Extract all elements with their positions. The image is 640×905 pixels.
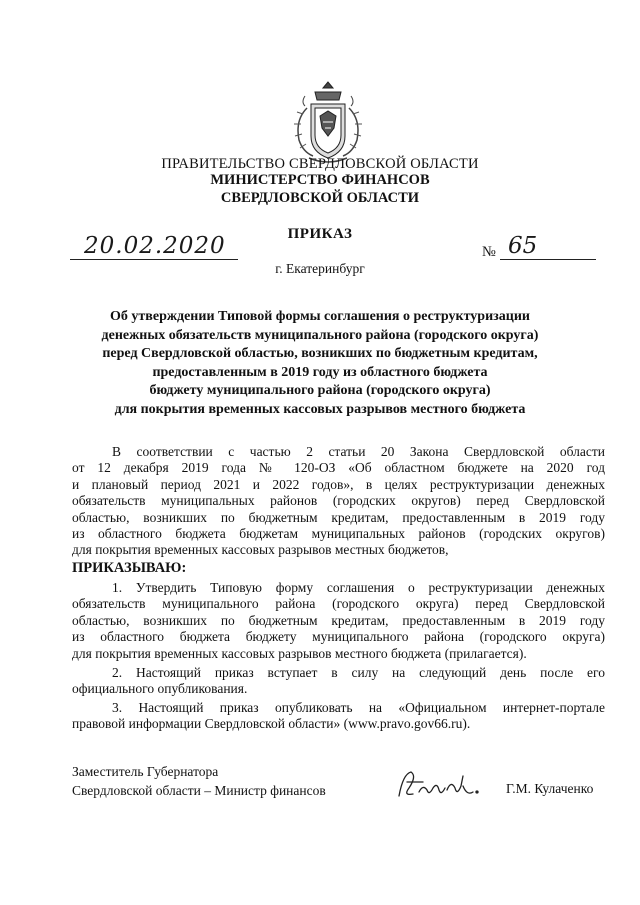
- document-title: [0, 308, 640, 420]
- preamble-line: областью, возникших по бюджетным кредитам, предоставленным в 2019 году: [72, 509, 605, 525]
- signatory-position: [72, 762, 326, 800]
- region-heading: СВЕРДЛОВСКОЙ ОБЛАСТИ: [220, 190, 420, 206]
- preamble-line: В соответствии с частью 2 статьи 20 Закона Свердловской области: [112, 444, 605, 459]
- ministry-heading: МИНИСТЕРСТВО ФИНАНСОВ: [210, 172, 430, 188]
- title-line: предоставленным в 2019 году из областного бюджета: [152, 364, 488, 380]
- title-line: перед Свердловской областью, возникших по бюджетным кредитам,: [102, 346, 538, 362]
- preamble-paragraph: [72, 444, 605, 559]
- item-3-paragraph: [72, 700, 605, 733]
- number-label: №: [482, 244, 496, 260]
- item-2-paragraph: [72, 665, 605, 698]
- title-line: Об утверждении Типовой формы соглашения о реструктуризации: [110, 309, 530, 324]
- signatory-name: Г.М. Кулаченко: [506, 781, 594, 796]
- preamble-line: и плановый период 2021 и 2022 годов», в целях реструктуризации денежных: [72, 476, 605, 492]
- signatory-position-line: Свердловской области – Министр финансов: [72, 783, 326, 798]
- signatory-position-line: Заместитель Губернатора: [72, 764, 219, 779]
- item-3-line: 3. Настоящий приказ опубликовать на «Официальном интернет-портале: [112, 700, 605, 715]
- number-underline: [500, 259, 596, 260]
- item-1-line: обязательств муниципального района (городского округа) перед Свердловской: [72, 596, 605, 612]
- date-underline: [70, 259, 238, 260]
- item-1-line: из областного бюджета бюджету муниципального района (городского округа): [72, 629, 605, 645]
- order-word: ПРИКАЗЫВАЮ:: [72, 560, 187, 576]
- title-line: бюджету муниципального района (городского округа): [149, 383, 491, 399]
- handwritten-signature: [393, 766, 483, 806]
- document-type-heading: ПРИКАЗ: [287, 226, 353, 242]
- item-1-paragraph: [72, 580, 605, 662]
- item-2-line: официального опубликования.: [72, 681, 248, 697]
- item-1-line: областью, возникших по бюджетным кредитам, предоставленным в 2019 году: [72, 612, 605, 628]
- preamble-line: обязательств муниципальных районов (городских округов) перед Свердловской: [72, 493, 605, 509]
- government-heading: ПРАВИТЕЛЬСТВО СВЕРДЛОВСКОЙ ОБЛАСТИ: [161, 156, 479, 172]
- title-line: для покрытия временных кассовых разрывов местного бюджета: [114, 401, 526, 417]
- item-3-line: правовой информации Свердловской области» (www.pravo.gov66.ru).: [72, 716, 471, 732]
- preamble-line: для покрытия временных кассовых разрывов местных бюджетов,: [72, 542, 449, 558]
- coat-of-arms-emblem: [285, 78, 371, 168]
- handwritten-date: 20.02.2020: [84, 233, 226, 259]
- item-2-line: 2. Настоящий приказ вступает в силу на следующий день после его: [112, 665, 605, 680]
- item-1-line: для покрытия временных кассовых разрывов местного бюджета (прилагается).: [72, 645, 527, 661]
- preamble-line: от 12 декабря 2019 года № 120-ОЗ «Об областном бюджете на 2020 год: [72, 460, 605, 476]
- preamble-line: из областного бюджета бюджетам муниципальных районов (городских округов): [72, 526, 605, 542]
- item-1-line: 1. Утвердить Типовую форму соглашения о реструктуризации денежных: [112, 580, 605, 595]
- title-line: денежных обязательств муниципального района (городского округа): [101, 327, 539, 343]
- city-line: г. Екатеринбург: [275, 261, 365, 276]
- handwritten-number: 65: [508, 233, 538, 259]
